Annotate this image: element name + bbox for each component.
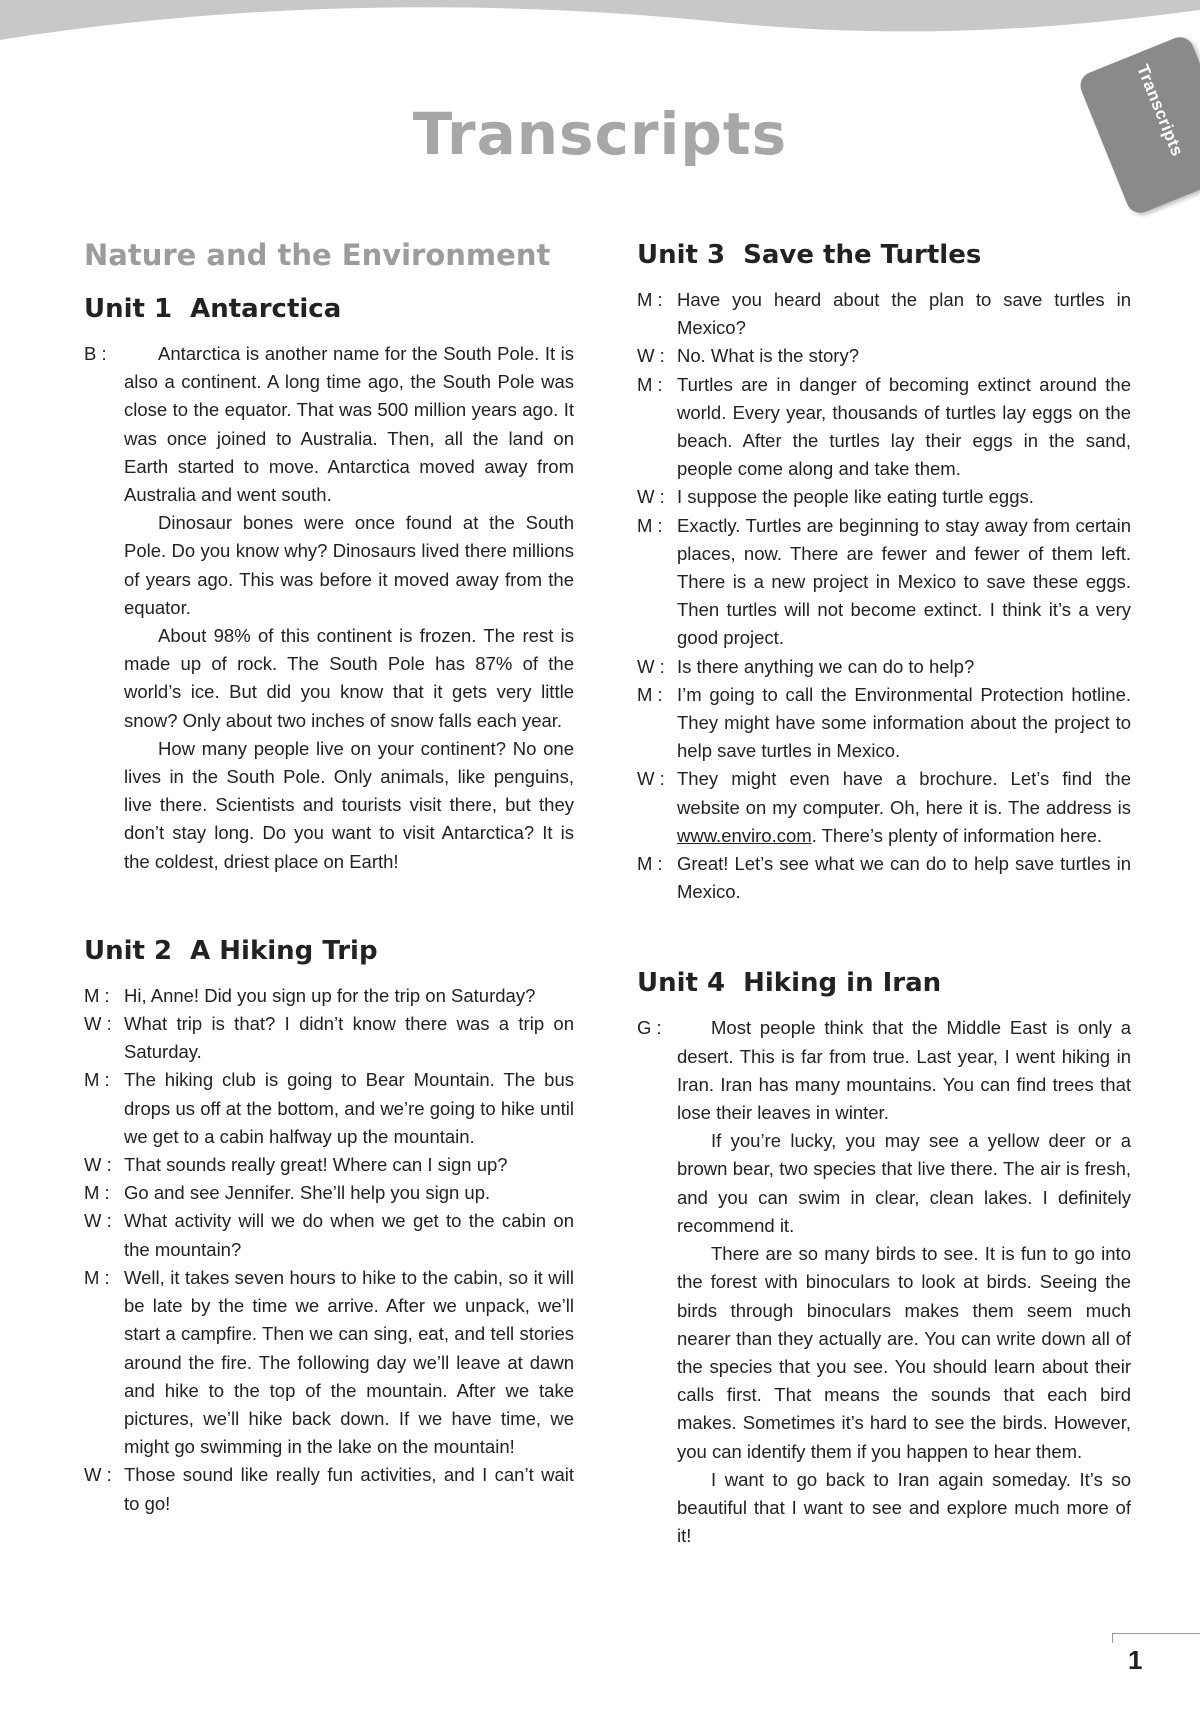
dialogue-text: Exactly. Turtles are beginning to stay away from certain places, now. There are fewer and fewer of them left. There is a new project in Mexico to save these eggs. Then turtles will not become extinct. I think it’s a very good project. [677, 514, 1131, 649]
dialogue-line [84, 982, 574, 1010]
dialogue-line [637, 286, 1131, 342]
dialogue-text: Go and see Jennifer. She’ll help you sign up. [124, 1182, 491, 1204]
transcript-paragraph: I want to go back to Iran again someday. It’s so beautiful that I want to see and explore much more of it! [677, 1468, 1131, 1547]
right-column [637, 240, 1131, 1596]
speaker-label: M : [84, 1266, 110, 1288]
dialogue-line [637, 483, 1131, 511]
unit-3 [637, 240, 1131, 906]
dialogue-text: What trip is that? I didn’t know there was a trip on Saturday. [124, 1013, 574, 1063]
unit-number: Unit 1 [84, 294, 173, 324]
dialogue-line [84, 1010, 574, 1066]
speaker-label: W : [84, 1013, 112, 1035]
website-link[interactable]: www.enviro.com [677, 824, 812, 846]
dialogue-line [637, 371, 1131, 484]
dialogue-text: Is there anything we can do to help? [677, 655, 975, 677]
unit-2 [84, 936, 574, 1518]
transcript-line [637, 1014, 1131, 1127]
dialogue-text: Those sound like really fun activities, and I can’t wait to go! [124, 1464, 574, 1514]
speaker-label: W : [84, 1210, 112, 1232]
transcript-paragraph: About 98% of this continent is frozen. The rest is made up of rock. The South Pole has 87% of the world’s ice. But did you know that it gets very little snow? Only about two inches of snow falls each year. [124, 625, 574, 731]
dialogue-line [84, 1264, 574, 1461]
dialogue-text: Turtles are in danger of becoming extinct around the world. Every year, thousands of turtles lay eggs on the beach. After the turtles lay their eggs in the sand, people come along and take them. [677, 373, 1131, 480]
dialogue-line [637, 850, 1131, 906]
dialogue-line [637, 765, 1131, 850]
dialogue-text-part: They might even have a brochure. Let’s find the website on my computer. Oh, here it is. The address is [677, 768, 1131, 818]
speaker-label: W : [637, 345, 665, 367]
speaker-label: M : [637, 683, 663, 705]
speaker-label: M : [84, 1069, 110, 1091]
dialogue-line [84, 1151, 574, 1179]
dialogue-line [637, 653, 1131, 681]
speaker-label: W : [637, 768, 665, 790]
transcript-paragraph: Most people think that the Middle East is only a desert. This is far from true. Last year, I went hiking in Iran. Iran has many mountains. You can find trees that lose their leaves in winter. [677, 1017, 1131, 1124]
footer-rule-tick [1112, 1633, 1113, 1643]
speaker-label: W : [84, 1464, 112, 1486]
unit-name: A Hiking Trip [190, 935, 378, 966]
unit-3-title [637, 240, 1131, 270]
unit-2-title [84, 936, 574, 966]
section-title: Nature and the Environment [84, 238, 551, 272]
dialogue-line [637, 681, 1131, 766]
dialogue-line [84, 1066, 574, 1151]
side-tab-label: Transcripts [1133, 61, 1188, 160]
unit-name: Antarctica [190, 294, 342, 324]
left-column [84, 238, 574, 1564]
speaker-label: M : [637, 853, 663, 875]
speaker-label: W : [84, 1154, 112, 1176]
dialogue-text: No. What is the story? [677, 345, 859, 367]
dialogue-text: I’m going to call the Environmental Protection hotline. They might have some information about the project to help save turtles in Mexico. [677, 683, 1131, 762]
footer-rule [1112, 1633, 1200, 1634]
dialogue-text: Great! Let’s see what we can do to help save turtles in Mexico. [677, 853, 1131, 903]
page-title: Transcripts [412, 100, 788, 168]
unit-1 [84, 294, 574, 876]
dialogue-text: What activity will we do when we get to the cabin on the mountain? [124, 1210, 574, 1260]
dialogue-text: I suppose the people like eating turtle eggs. [677, 486, 1034, 508]
dialogue-line [637, 342, 1131, 370]
header-wave-decoration [0, 0, 1200, 70]
dialogue-text-part: . There’s plenty of information here. [811, 824, 1103, 846]
transcript-paragraph: Dinosaur bones were once found at the South Pole. Do you know why? Dinosaurs lived there millions of years ago. This was before it moved away from the equator. [124, 512, 574, 618]
unit-number: Unit 4 [637, 968, 726, 999]
speaker-label: W : [637, 655, 665, 677]
speaker-label: M : [84, 1182, 110, 1204]
dialogue-line [84, 1179, 574, 1207]
unit-4 [637, 968, 1131, 1550]
unit-name: Hiking in Iran [743, 968, 942, 999]
dialogue-text [677, 765, 1131, 850]
speaker-label: B : [84, 343, 107, 364]
dialogue-text: Well, it takes seven hours to hike to the cabin, so it will be late by the time we arrive. After we unpack, we’ll start a campfire. Then we can sing, eat, and tell stories around the fire. The following day we’ll leave at dawn and hike to the top of the mountain. After we take pictures, we’ll hike back down. If we have time, we might go swimming in the lake on the mountain! [124, 1266, 574, 1458]
speaker-label: M : [637, 289, 663, 310]
dialogue-line [84, 1461, 574, 1517]
dialogue-text: The hiking club is going to Bear Mountain. The bus drops us off at the bottom, and we’re going to hike until we get to a cabin halfway up the mountain. [124, 1069, 574, 1147]
dialogue-line [84, 1207, 574, 1263]
unit-number: Unit 3 [637, 240, 726, 270]
dialogue-line [637, 512, 1131, 653]
page-number: 1 [1128, 1645, 1143, 1675]
unit-4-title [637, 968, 1131, 998]
dialogue-text: That sounds really great! Where can I sign up? [124, 1154, 508, 1176]
transcript-paragraph: Antarctica is another name for the South Pole. It is also a continent. A long time ago, the South Pole was close to the equator. That was 500 million years ago. It was once joined to Australia. Then, all the land on Earth started to move. Antarctica moved away from Australia and went south. [124, 343, 574, 506]
transcript-paragraph: There are so many birds to see. It is fun to go into the forest with binoculars to look at birds. Seeing the birds through binoculars makes them seem much nearer than they actually are. You can write down all of the species that you see. You should learn about their calls first. That means the sounds that each bird makes. Sometimes it’s hard to see the birds. However, you can identify them if you happen to hear them. [677, 1243, 1131, 1462]
unit-1-title [84, 294, 574, 324]
speaker-label: M : [637, 373, 663, 395]
unit-number: Unit 2 [84, 935, 173, 966]
speaker-label: M : [84, 984, 110, 1006]
transcript-line [84, 340, 574, 509]
dialogue-text: Hi, Anne! Did you sign up for the trip on Saturday? [124, 984, 536, 1006]
speaker-label: M : [637, 514, 663, 536]
dialogue-text: Have you heard about the plan to save turtles in Mexico? [677, 289, 1131, 339]
speaker-label: G : [637, 1017, 662, 1039]
unit-name: Save the Turtles [743, 240, 982, 270]
speaker-label: W : [637, 486, 665, 508]
transcript-paragraph: If you’re lucky, you may see a yellow deer or a brown bear, two species that live there. The air is fresh, and you can swim in clear, clean lakes. I definitely recommend it. [677, 1130, 1131, 1236]
transcript-paragraph: How many people live on your continent? No one lives in the South Pole. Only animals, like penguins, live there. Scientists and tourists visit there, but they don’t stay long. Do you want to visit Antarctica? It is the coldest, driest place on Earth! [124, 737, 574, 872]
